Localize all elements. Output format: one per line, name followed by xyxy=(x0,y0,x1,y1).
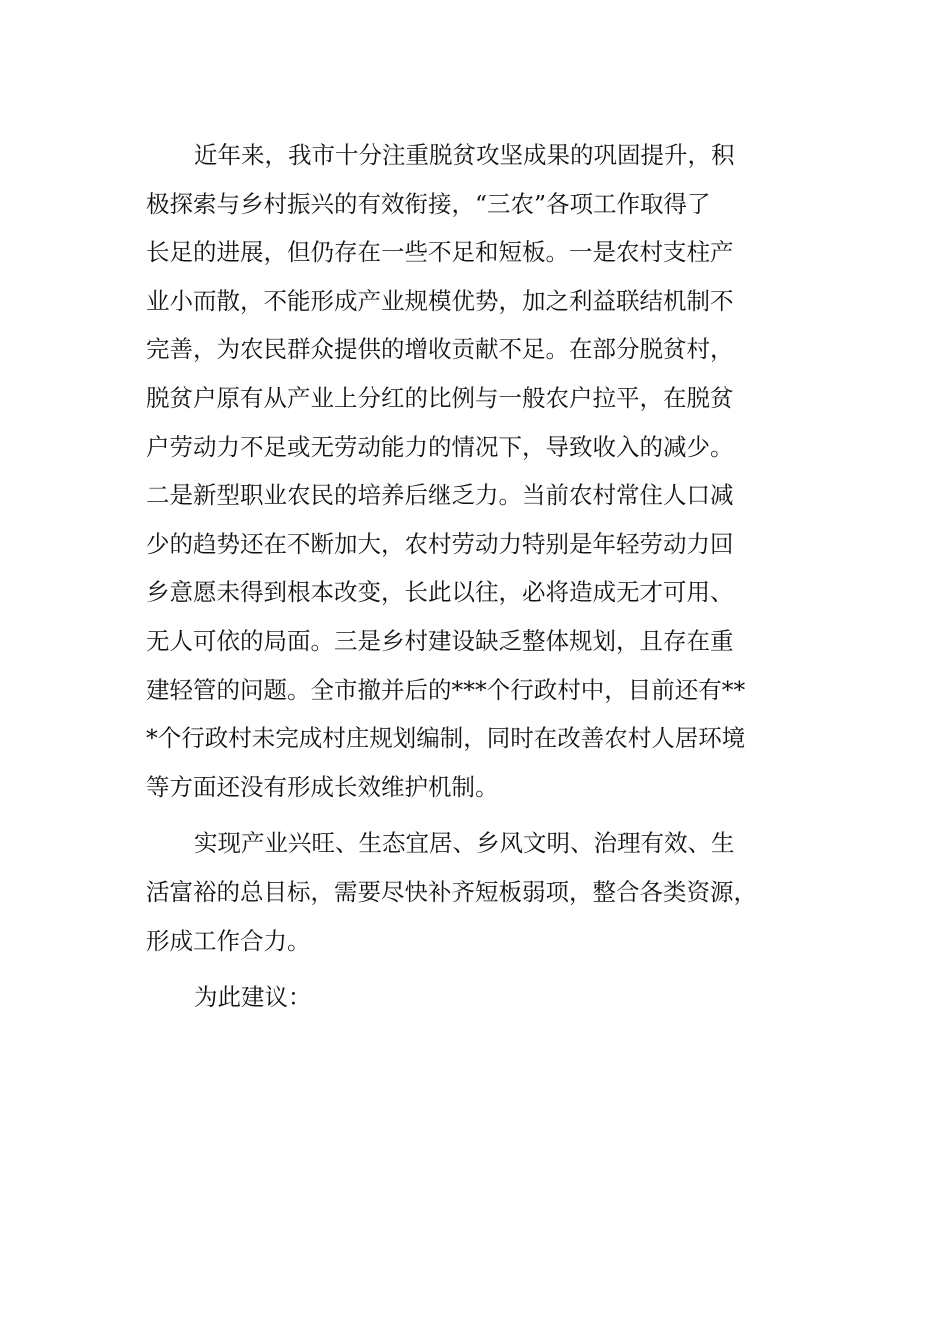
text-line: 无人可依的局面。三是乡村建设缺乏整体规划，且存在重 xyxy=(146,626,734,655)
document-body xyxy=(146,131,806,1022)
text-line: 建轻管的问题。全市撤并后的***个行政村中，目前还有** xyxy=(146,675,746,704)
text-line: 乡意愿未得到根本改变，长此以往，必将造成无才可用、 xyxy=(146,578,734,607)
paragraph-2 xyxy=(146,819,806,965)
text-line: 形成工作合力。 xyxy=(146,926,311,955)
text-line: 少的趋势还在不断加大，农村劳动力特别是年轻劳动力回 xyxy=(146,529,734,558)
paragraph-spacer xyxy=(146,811,806,819)
text-line: 长足的进展，但仍存在一些不足和短板。一是农村支柱产 xyxy=(146,238,734,267)
text-line: 二是新型职业农民的培养后继乏力。当前农村常住人口减 xyxy=(146,481,734,510)
text-line: 近年来，我市十分注重脱贫攻坚成果的巩固提升，积 xyxy=(194,141,735,169)
text-line: 实现产业兴旺、生态宜居、乡风文明、治理有效、生 xyxy=(194,829,735,858)
text-line: 活富裕的总目标，需要尽快补齐短板弱项，整合各类资源， xyxy=(146,877,757,906)
text-line: 脱贫户原有从产业上分红的比例与一般农户拉平，在脱贫 xyxy=(146,383,734,412)
paragraph-spacer xyxy=(146,965,806,973)
text-line: 为此建议： xyxy=(194,983,312,1012)
text-line: 业小而散，不能形成产业规模优势，加之利益联结机制不 xyxy=(146,286,734,315)
text-line: 户劳动力不足或无劳动能力的情况下，导致收入的减少。 xyxy=(146,432,734,461)
text-line: 完善，为农民群众提供的增收贡献不足。在部分脱贫村， xyxy=(146,335,734,364)
text-line: 极探索与乡村振兴的有效衔接，“三农”各项工作取得了 xyxy=(146,189,711,218)
paragraph-1 xyxy=(146,131,806,811)
text-line: 等方面还没有形成长效维护机制。 xyxy=(146,772,499,801)
text-line: *个行政村未完成村庄规划编制，同时在改善农村人居环境 xyxy=(146,724,746,753)
paragraph-3 xyxy=(146,973,806,1022)
